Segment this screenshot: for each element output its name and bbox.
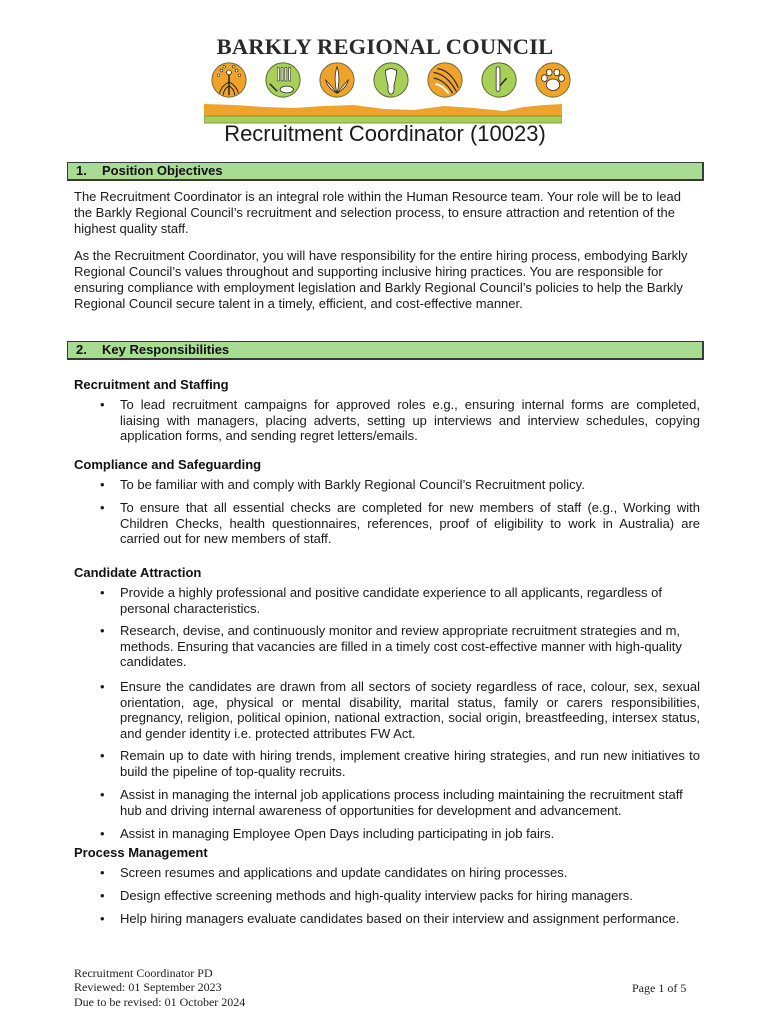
logo-icon-row xyxy=(206,61,566,105)
section-number: 1. xyxy=(76,163,87,178)
subheading-compliance-safeguarding: Compliance and Safeguarding xyxy=(74,457,262,472)
didgeridoo-icon xyxy=(480,61,518,99)
objectives-paragraph-2: As the Recruitment Coordinator, you will have responsibility for the entire hiring process, embodying Barkly Regional Council’s values throughout and supporting inclusive hiring practices. You are responsible for ensuring compliance with employment legislation and Barkly Regional Council’s policies to help the Barkly Regional Council secure talent in a timely, efficient, and cost-effective manner. xyxy=(74,248,688,311)
grass-seeds-icon xyxy=(426,61,464,99)
list-item: • Screen resumes and applications and update candidates on hiring processes. xyxy=(100,865,568,880)
list-item: • Assist in managing the internal job applications process including maintaining the recruitment staff hub and driving internal awareness of opportunities for development and advancement. xyxy=(100,787,683,818)
bullet-icon: • xyxy=(100,865,105,880)
bullet-icon: • xyxy=(100,477,105,492)
list-item: • Assist in managing Employee Open Days including participating in job fairs. xyxy=(100,826,555,841)
bullet-icon: • xyxy=(100,623,105,638)
section-heading: Position Objectives xyxy=(102,163,223,178)
section-header-position-objectives xyxy=(67,162,704,181)
footer-reviewed-date: Reviewed: 01 September 2023 xyxy=(74,980,222,995)
list-item: • To be familiar with and comply with Barkly Regional Council’s Recruitment policy. xyxy=(100,477,585,492)
bullet-icon: • xyxy=(100,585,105,600)
bullet-icon: • xyxy=(100,826,105,841)
bullet-icon: • xyxy=(100,748,105,763)
bullet-icon: • xyxy=(100,787,105,802)
section-number: 2. xyxy=(76,342,87,357)
list-item: • Ensure the candidates are drawn from all sectors of society regardless of race, colour, sex, sexual orientation, age, physical or mental disability, marital status, family or carers responsibilities, pregnancy, religion, political opinion, national extraction, social origin, breastfeeding, intersex status, and gender identity i.e. protected attributes FW Act. xyxy=(100,679,700,741)
organization-name: BARKLY REGIONAL COUNCIL xyxy=(216,34,554,59)
subheading-candidate-attraction: Candidate Attraction xyxy=(74,565,202,580)
coolamon-and-tools-icon xyxy=(264,61,302,99)
list-item: • To ensure that all essential checks are completed for new members of staff (e.g., Working with Children Checks, health questionnaires, references, proof of eligibility to work in Australia) are carried out for new members of staff. xyxy=(100,500,700,547)
page-number: Page 1 of 5 xyxy=(632,981,687,995)
list-item: • Design effective screening methods and high-quality interview packs for hiring managers. xyxy=(100,888,633,903)
bullet-icon: • xyxy=(100,500,105,515)
footprint-icon xyxy=(372,61,410,99)
subheading-process-management: Process Management xyxy=(74,845,208,860)
list-item: • Provide a highly professional and positive candidate experience to all applicants, regardless of personal characteristics. xyxy=(100,585,662,616)
bullet-icon: • xyxy=(100,888,105,903)
subheading-recruitment-staffing: Recruitment and Staffing xyxy=(74,377,229,392)
section-heading: Key Responsibilities xyxy=(102,342,230,357)
list-item: • Remain up to date with hiring trends, implement creative hiring strategies, and run new initiatives to build the pipeline of top-quality recruits. xyxy=(100,748,700,779)
list-item: • Help hiring managers evaluate candidates based on their interview and assignment performance. xyxy=(100,911,680,926)
objectives-paragraph-1: The Recruitment Coordinator is an integral role within the Human Resource team. Your role will be to lead the Barkly Regional Council’s recruitment and selection process, to ensure attraction and retention of the highest quality staff. xyxy=(74,189,681,236)
document-title: Recruitment Coordinator (10023) xyxy=(224,121,546,146)
list-item: • Research, devise, and continuously monitor and review appropriate recruitment strategies and m, methods. Ensuring that vacancies are filled in a timely cost cost-effective manner with high-quality candidates. xyxy=(100,623,682,670)
footer-revision-date: Due to be revised: 01 October 2024 xyxy=(74,994,246,1009)
bullet-icon: • xyxy=(100,679,105,694)
bush-plant-icon xyxy=(318,61,356,99)
footer-doc-name: Recruitment Coordinator PD xyxy=(74,966,213,980)
council-logo xyxy=(200,34,570,124)
bullet-icon: • xyxy=(100,397,105,412)
spinifex-plant-icon xyxy=(210,61,248,99)
footer-document-info xyxy=(74,966,245,1009)
paw-print-icon xyxy=(534,61,572,99)
bullet-icon: • xyxy=(100,911,105,926)
section-header-key-responsibilities xyxy=(67,341,704,360)
list-item: • To lead recruitment campaigns for approved roles e.g., ensuring internal forms are completed, liaising with managers, placing adverts, setting up interviews and interview schedules, copying application forms, and sending regret letters/emails. xyxy=(100,397,700,444)
